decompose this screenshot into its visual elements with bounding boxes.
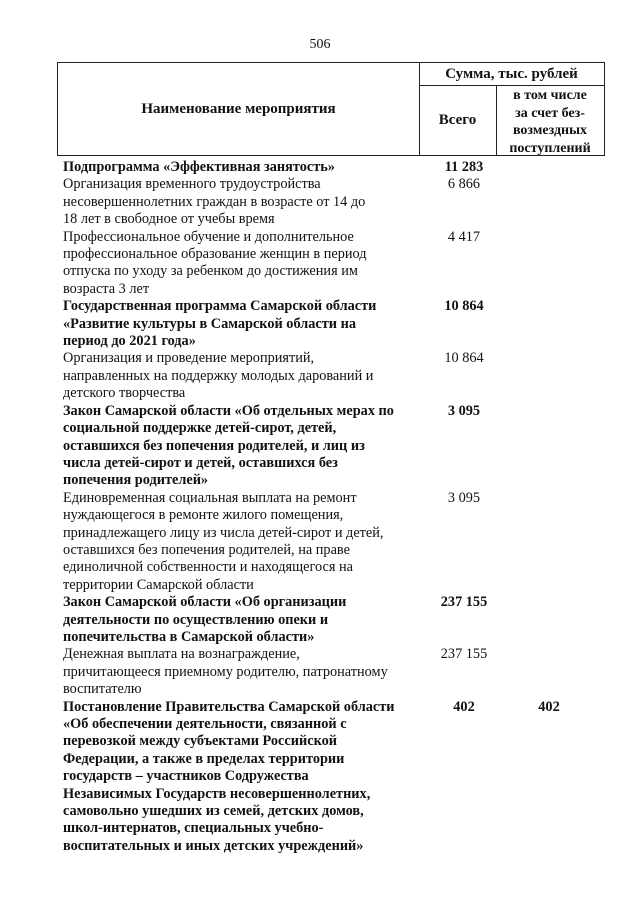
row-total: 4 417 bbox=[447, 228, 481, 245]
row-total: 237 155 bbox=[440, 646, 488, 663]
header-name: Наименование мероприятия bbox=[141, 100, 336, 117]
table-row bbox=[63, 176, 603, 228]
row-name: Денежная выплата на вознаграждение, причитающееся приемному родителю, патронатному воспитателю bbox=[63, 646, 388, 698]
table-row bbox=[63, 159, 603, 176]
row-including: 402 bbox=[538, 698, 560, 715]
table-row bbox=[63, 699, 603, 856]
row-total: 10 864 bbox=[444, 350, 484, 367]
row-total: 237 155 bbox=[440, 594, 488, 611]
row-name: Закон Самарской области «Об отдельных мерах по социальной поддержке детей-сирот, детей, оставшихся без попечения родителей, и лиц из числа детей-сирот и детей, оставшихся без попечения родителей» bbox=[63, 402, 394, 489]
table-row bbox=[63, 298, 603, 350]
table-row bbox=[63, 350, 603, 402]
row-total: 3 095 bbox=[447, 402, 481, 419]
row-total: 3 095 bbox=[447, 489, 481, 506]
row-name: Постановление Правительства Самарской области «Об обеспечении деятельности, связанной с перевозкой между субъектами Российской Федерации, а также в пределах территории государств – участников Содружества Независимых Государств несовершеннолетних, самовольно ушедших из семей, детских домов, школ-интернатов, специальных учебно- воспитательных и иных детских учреждений» bbox=[63, 698, 395, 854]
table-header bbox=[57, 62, 605, 156]
header-including: в том числе за счет без- возмездных поступлений bbox=[509, 88, 591, 156]
row-total: 10 864 bbox=[444, 298, 484, 315]
header-total: Всего bbox=[438, 111, 477, 128]
table-row bbox=[63, 403, 603, 490]
table-row bbox=[63, 594, 603, 646]
row-name: Государственная программа Самарской области «Развитие культуры в Самарской области на период до 2021 года» bbox=[63, 298, 377, 350]
row-total: 11 283 bbox=[444, 159, 484, 175]
row-name: Закон Самарской области «Об организации деятельности по осуществлению опеки и попечительства в Самарской области» bbox=[63, 594, 347, 645]
row-name: Профессиональное обучение и дополнительное профессиональное образование женщин в период отпуска по уходу за ребенком до достижения им возраста 3 лет bbox=[63, 228, 367, 297]
row-total: 402 bbox=[453, 698, 475, 715]
row-name: Организация временного трудоустройства несовершеннолетних граждан в возрасте от 14 до 18 лет в свободное от учебы время bbox=[63, 176, 366, 228]
row-name: Организация и проведение мероприятий, направленных на поддержку молодых дарований и детского творчества bbox=[63, 350, 374, 402]
table-row bbox=[63, 229, 603, 299]
table-row bbox=[63, 646, 603, 698]
table-row bbox=[63, 490, 603, 594]
header-sum: Сумма, тыс. рублей bbox=[445, 65, 578, 82]
row-name: Подпрограмма «Эффективная занятость» bbox=[63, 159, 335, 175]
row-total: 6 866 bbox=[447, 176, 481, 193]
row-name: Единовременная социальная выплата на ремонт нуждающегося в ремонте жилого помещения, принадлежащего лицу из числа детей-сирот и детей, оставшихся без попечения родителей, на праве единоличной собственности и находящегося на территории Самарской области bbox=[63, 489, 384, 593]
page-number: 506 bbox=[309, 37, 331, 52]
table-body bbox=[63, 159, 603, 855]
